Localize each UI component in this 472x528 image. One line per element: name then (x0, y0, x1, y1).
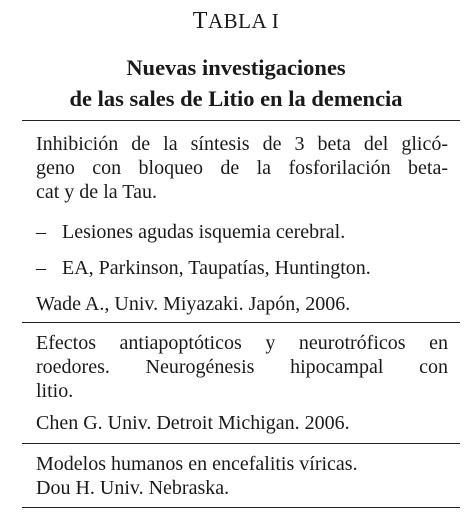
section-2-line-2: roedores. Neurogénesis hipocampal con (36, 356, 448, 378)
section-1-bullet-1 (36, 220, 448, 244)
section-1 (36, 132, 448, 204)
section-divider-2 (22, 443, 460, 444)
table-label (0, 8, 472, 35)
table-label-rest: ABLA (207, 9, 266, 33)
bullet-dash: – (36, 221, 46, 243)
section-3-line-2: Dou H. Univ. Nebraska. (36, 477, 230, 499)
section-1-bullet-2 (36, 256, 448, 280)
section-3-line-1: Modelos humanos en encefalitis víricas. (36, 453, 358, 475)
section-1-line-3: cat y de la Tau. (36, 181, 157, 203)
bullet-text: Lesiones agudas isquemia cerebral. (62, 221, 346, 243)
section-1-reference: Wade A., Univ. Miyazaki. Japón, 2006. (36, 293, 351, 315)
table-number: I (271, 9, 280, 33)
table-title-line-2: de las sales de Litio en la demencia (69, 86, 403, 111)
section-2-line-3: litio. (36, 380, 74, 402)
section-1-line-2: geno con bloqueo de la fosforilación beta- (36, 157, 448, 179)
section-2-line-1: Efectos antiapoptóticos y neurotróficos en (36, 332, 448, 354)
top-rule (22, 120, 460, 121)
bullet-text: EA, Parkinson, Taupatías, Huntington. (62, 257, 371, 279)
section-3 (36, 452, 448, 500)
table-title (0, 52, 472, 114)
section-2-reference: Chen G. Univ. Detroit Michigan. 2006. (36, 412, 350, 434)
table-label-initial: T (192, 8, 208, 34)
section-1-line-1: Inhibición de la síntesis de 3 beta del glicó- (36, 133, 448, 155)
section-2 (36, 331, 448, 403)
section-divider-1 (22, 322, 460, 323)
bullet-dash: – (36, 257, 46, 279)
table-title-line-1: Nuevas investigaciones (126, 55, 346, 80)
bottom-rule (22, 507, 460, 508)
